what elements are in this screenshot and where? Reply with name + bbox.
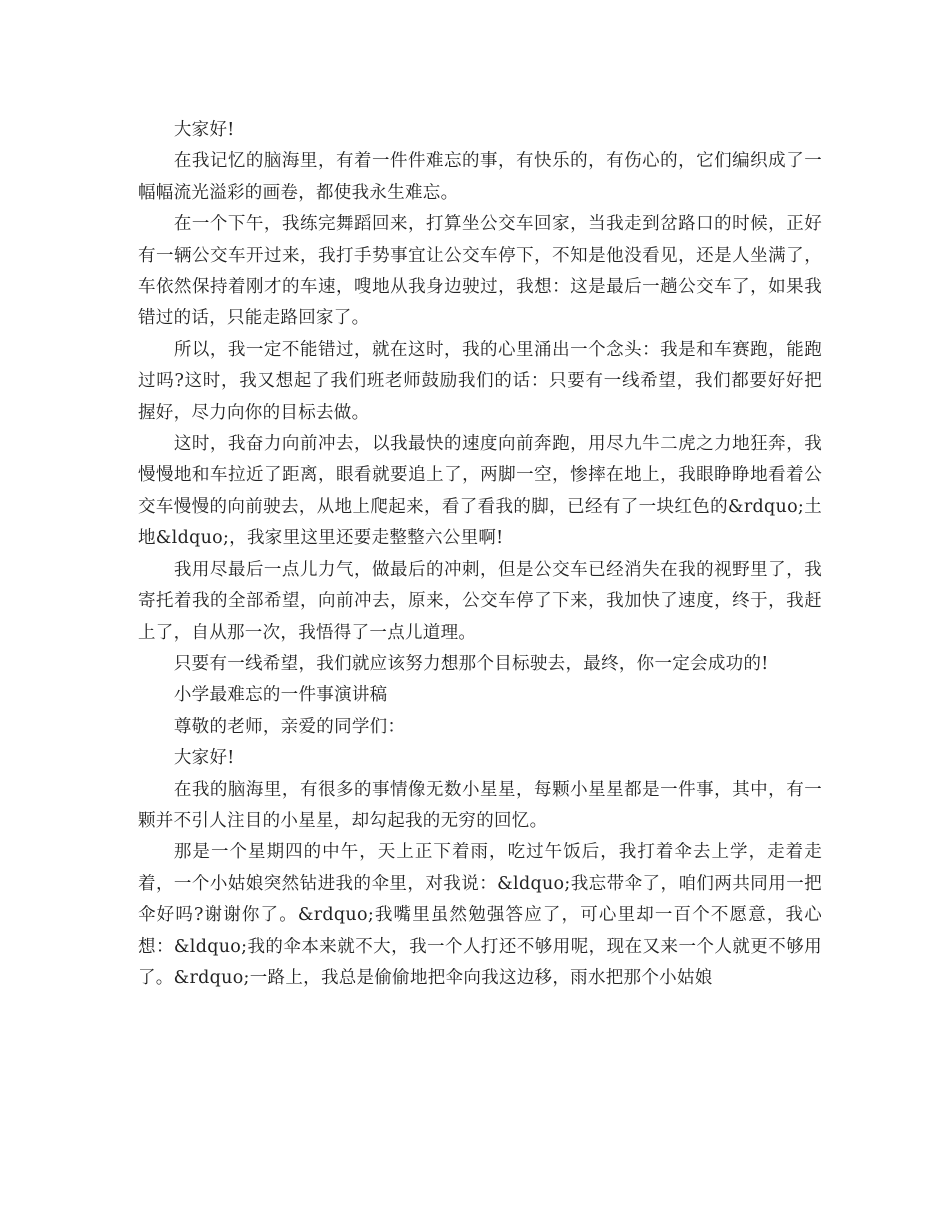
paragraph-bus-arrival: 在一个下午，我练完舞蹈回来，打算坐公交车回家，当我走到岔路口的时候，正好有一辆公交车开过来，我打手势事宜让公交车停下，不知是他没看见，还是人坐满了，车依然保持着刚才的车速，嗖地从我身边驶过，我想：这是最后一趟公交车了，如果我错过的话，只能走路回家了。 bbox=[138, 214, 822, 329]
section-title: 小学最难忘的一件事演讲稿 bbox=[173, 685, 388, 706]
paragraph-lesson: 只要有一线希望，我们就应该努力想那个目标驶去，最终，你一定会成功的! bbox=[173, 653, 769, 674]
paragraph-intro: 在我记忆的脑海里，有着一件件难忘的事，有快乐的，有伤心的，它们编织成了一幅幅流光溢彩的画卷，都使我永生难忘。 bbox=[138, 151, 822, 203]
paragraph-greeting: 大家好! bbox=[173, 120, 235, 140]
paragraph-greeting-2: 大家好! bbox=[173, 748, 235, 769]
paragraph-umbrella: 那是一个星期四的中午，天上正下着雨，吃过午饭后，我打着伞去上学，走着走着，一个小姑娘突然钻进我的伞里，对我说：&ldquo;我忘带伞了，咱们两共同用一把伞好吗?谢谢你了。&rdquo;我嘴里虽然勉强答应了，可心里却一百个不愿意，我心想：&ldquo;我的伞本来就不大，我一个人打还不够用呢，现在又来一个人就更不够用了。&rdquo;一路上，我总是偷偷地把伞向我这边移，雨水把那个小姑娘 bbox=[138, 842, 822, 988]
paragraph-final-sprint: 我用尽最后一点儿力气，做最后的冲刺，但是公交车已经消失在我的视野里了，我寄托着我的全部希望，向前冲去，原来，公交车停了下来，我加快了速度，终于，我赶上了，自从那一次，我悟得了一点儿道理。 bbox=[138, 559, 822, 643]
paragraph-decision: 所以，我一定不能错过，就在这时，我的心里涌出一个念头：我是和车赛跑，能跑过吗?这时，我又想起了我们班老师鼓励我们的话：只要有一线希望，我们都要好好把握好，尽力向你的目标去做。 bbox=[138, 339, 822, 423]
paragraph-chase: 这时，我奋力向前冲去，以我最快的速度向前奔跑，用尽九牛二虎之力地狂奔，我慢慢地和车拉近了距离，眼看就要追上了，两脚一空，惨摔在地上，我眼睁睁地看着公交车慢慢的向前驶去，从地上爬起来，看了看我的脚，已经有了一块红色的&rdquo;土地&ldquo;，我家里这里还要走整整六公里啊! bbox=[138, 434, 822, 549]
paragraph-salutation: 尊敬的老师，亲爱的同学们： bbox=[173, 716, 406, 737]
paragraph-stars: 在我的脑海里，有很多的事情像无数小星星，每颗小星星都是一件事，其中，有一颗并不引人注目的小星星，却勾起我的无穷的回忆。 bbox=[138, 779, 822, 831]
document-body bbox=[138, 115, 822, 994]
